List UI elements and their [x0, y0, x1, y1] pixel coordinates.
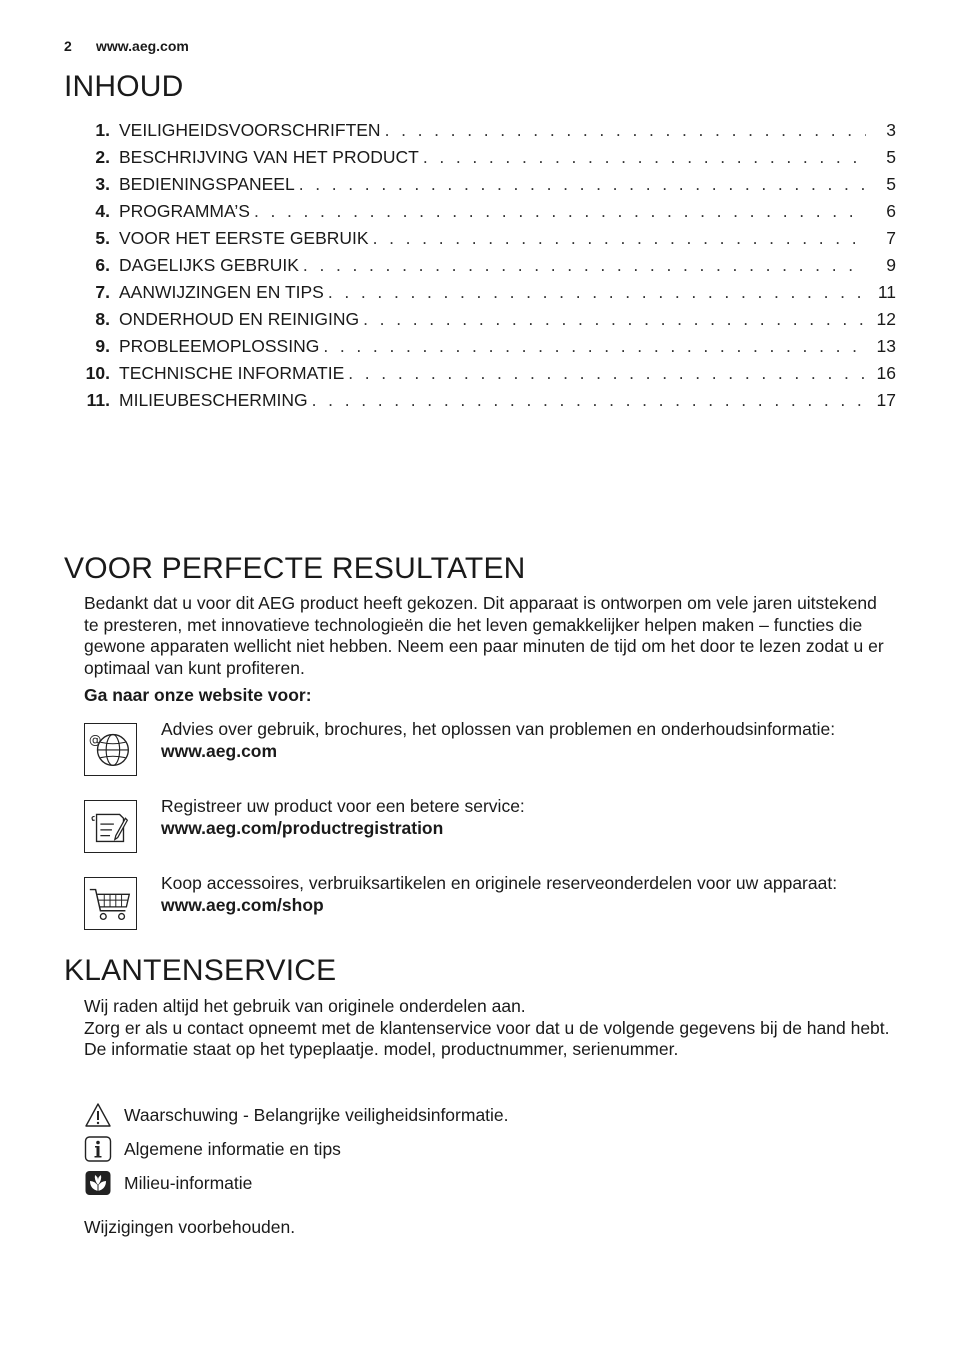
toc-item-number: 11.	[86, 390, 110, 410]
toc-item-page: 9	[886, 255, 896, 275]
toc-item[interactable]	[78, 255, 896, 282]
toc-item-number: 10.	[85, 363, 110, 383]
toc-item-label: BESCHRIJVING VAN HET PRODUCT	[119, 147, 419, 167]
website-link[interactable]: www.aeg.com/productregistration	[161, 817, 444, 838]
toc-leader-dots	[328, 282, 866, 303]
service-line: De informatie staat op het typeplaatje. model, productnummer, serienummer.	[84, 1039, 679, 1059]
toc-item-label: TECHNISCHE INFORMATIE	[119, 363, 345, 383]
toc-item-label: ONDERHOUD EN REINIGING	[119, 309, 360, 329]
info-icon	[84, 1136, 112, 1162]
environment-leaf-icon	[84, 1170, 112, 1196]
toc-item-label: VEILIGHEIDSVOORSCHRIFTEN	[119, 120, 381, 140]
changes-note: Wijzigingen voorbehouden.	[84, 1217, 296, 1237]
toc-item-label: MILIEUBESCHERMING	[119, 390, 308, 410]
intro-paragraph: Bedankt dat u voor dit AEG product heeft gekozen. Dit apparaat is ontworpen om vele jaren uitstekend te presteren, met innovatieve technologieën die het leven gemakkelijker helpen maken – functies die gewone apparaten wellicht niet hebben. Neem een paar minuten de tijd om het door te lezen zodat u er optimaal van kunt profiteren.	[84, 593, 884, 678]
toc-leader-dots	[363, 309, 866, 330]
toc-item-page: 11	[877, 282, 896, 302]
toc-item-number: 8.	[95, 309, 110, 329]
toc-leader-dots	[303, 255, 866, 276]
toc-item-page: 17	[876, 390, 896, 410]
toc-item[interactable]	[78, 336, 896, 363]
toc-item-number: 7.	[95, 282, 110, 302]
service-line: Zorg er als u contact opneemt met de klantenservice voor dat u de volgende gegevens bij de hand hebt.	[84, 1017, 890, 1038]
toc-leader-dots	[254, 201, 866, 222]
toc-leader-dots	[385, 120, 866, 141]
legend-label: Algemene informatie en tips	[124, 1139, 341, 1159]
website-item-text: Advies over gebruik, brochures, het oplossen van problemen en onderhoudsinformatie:	[161, 719, 836, 739]
customer-service-title: KLANTENSERVICE	[64, 954, 337, 987]
shopping-cart-icon	[84, 877, 137, 930]
toc-item-number: 3.	[95, 174, 110, 194]
toc-item-label: DAGELIJKS GEBRUIK	[119, 255, 299, 275]
toc-item[interactable]	[78, 309, 896, 336]
toc-item-label: VOOR HET EERSTE GEBRUIK	[119, 228, 369, 248]
toc-item[interactable]	[78, 363, 896, 390]
toc-item[interactable]	[78, 174, 896, 201]
website-link[interactable]: www.aeg.com	[161, 740, 278, 761]
toc-item-page: 3	[886, 120, 896, 140]
legend-label: Waarschuwing - Belangrijke veiligheidsinformatie.	[124, 1105, 509, 1125]
website-item-registration	[84, 796, 894, 856]
website-item-support	[84, 719, 894, 779]
toc-item-page: 12	[876, 309, 896, 329]
toc-item-number: 9.	[95, 336, 110, 356]
toc-item-page: 5	[886, 147, 896, 167]
toc-item[interactable]	[78, 120, 896, 147]
globe-at-icon	[84, 723, 137, 776]
header-website: www.aeg.com	[96, 38, 189, 54]
toc-item-number: 5.	[95, 228, 110, 248]
website-heading: Ga naar onze website voor:	[84, 685, 312, 705]
toc-leader-dots	[323, 336, 866, 357]
website-item-text: Registreer uw product voor een betere service:	[161, 796, 525, 816]
toc-item-page: 7	[886, 228, 896, 248]
toc-item-page: 6	[886, 201, 896, 221]
website-link[interactable]: www.aeg.com/shop	[161, 894, 324, 915]
toc-leader-dots	[348, 363, 866, 384]
toc-item[interactable]	[78, 228, 896, 255]
toc-item[interactable]	[78, 147, 896, 174]
toc-item-number: 1.	[95, 120, 110, 140]
toc-item[interactable]	[78, 201, 896, 228]
legend-label: Milieu-informatie	[124, 1173, 253, 1193]
toc-item-label: PROBLEEMOPLOSSING	[119, 336, 320, 356]
page-number: 2	[64, 38, 72, 54]
svg-text:@: @	[88, 732, 102, 748]
toc-item-number: 2.	[95, 147, 110, 167]
page-header	[64, 38, 189, 54]
table-of-contents	[78, 120, 896, 417]
toc-item-label: AANWIJZINGEN EN TIPS	[119, 282, 324, 302]
toc-leader-dots	[299, 174, 866, 195]
toc-item-page: 5	[886, 174, 896, 194]
service-line: Wij raden altijd het gebruik van originele onderdelen aan.	[84, 996, 526, 1016]
website-item-text: Koop accessoires, verbruiksartikelen en originele reserveonderdelen voor uw apparaat:	[161, 873, 838, 893]
toc-leader-dots	[373, 228, 866, 249]
toc-item-page: 13	[876, 336, 896, 356]
toc-item[interactable]	[78, 390, 896, 417]
warning-triangle-icon	[84, 1102, 112, 1128]
toc-item-number: 6.	[95, 255, 110, 275]
toc-item-page: 16	[876, 363, 896, 383]
website-item-shop	[84, 873, 894, 933]
toc-item-number: 4.	[95, 201, 110, 221]
perfect-results-title: VOOR PERFECTE RESULTATEN	[64, 552, 526, 585]
toc-leader-dots	[312, 390, 866, 411]
service-paragraph	[84, 996, 894, 1061]
toc-item-label: BEDIENINGSPANEEL	[119, 174, 295, 194]
toc-title: INHOUD	[64, 70, 184, 103]
toc-item[interactable]	[78, 282, 896, 309]
registration-form-icon	[84, 800, 137, 853]
toc-item-label: PROGRAMMA’S	[119, 201, 250, 221]
toc-leader-dots	[423, 147, 866, 168]
